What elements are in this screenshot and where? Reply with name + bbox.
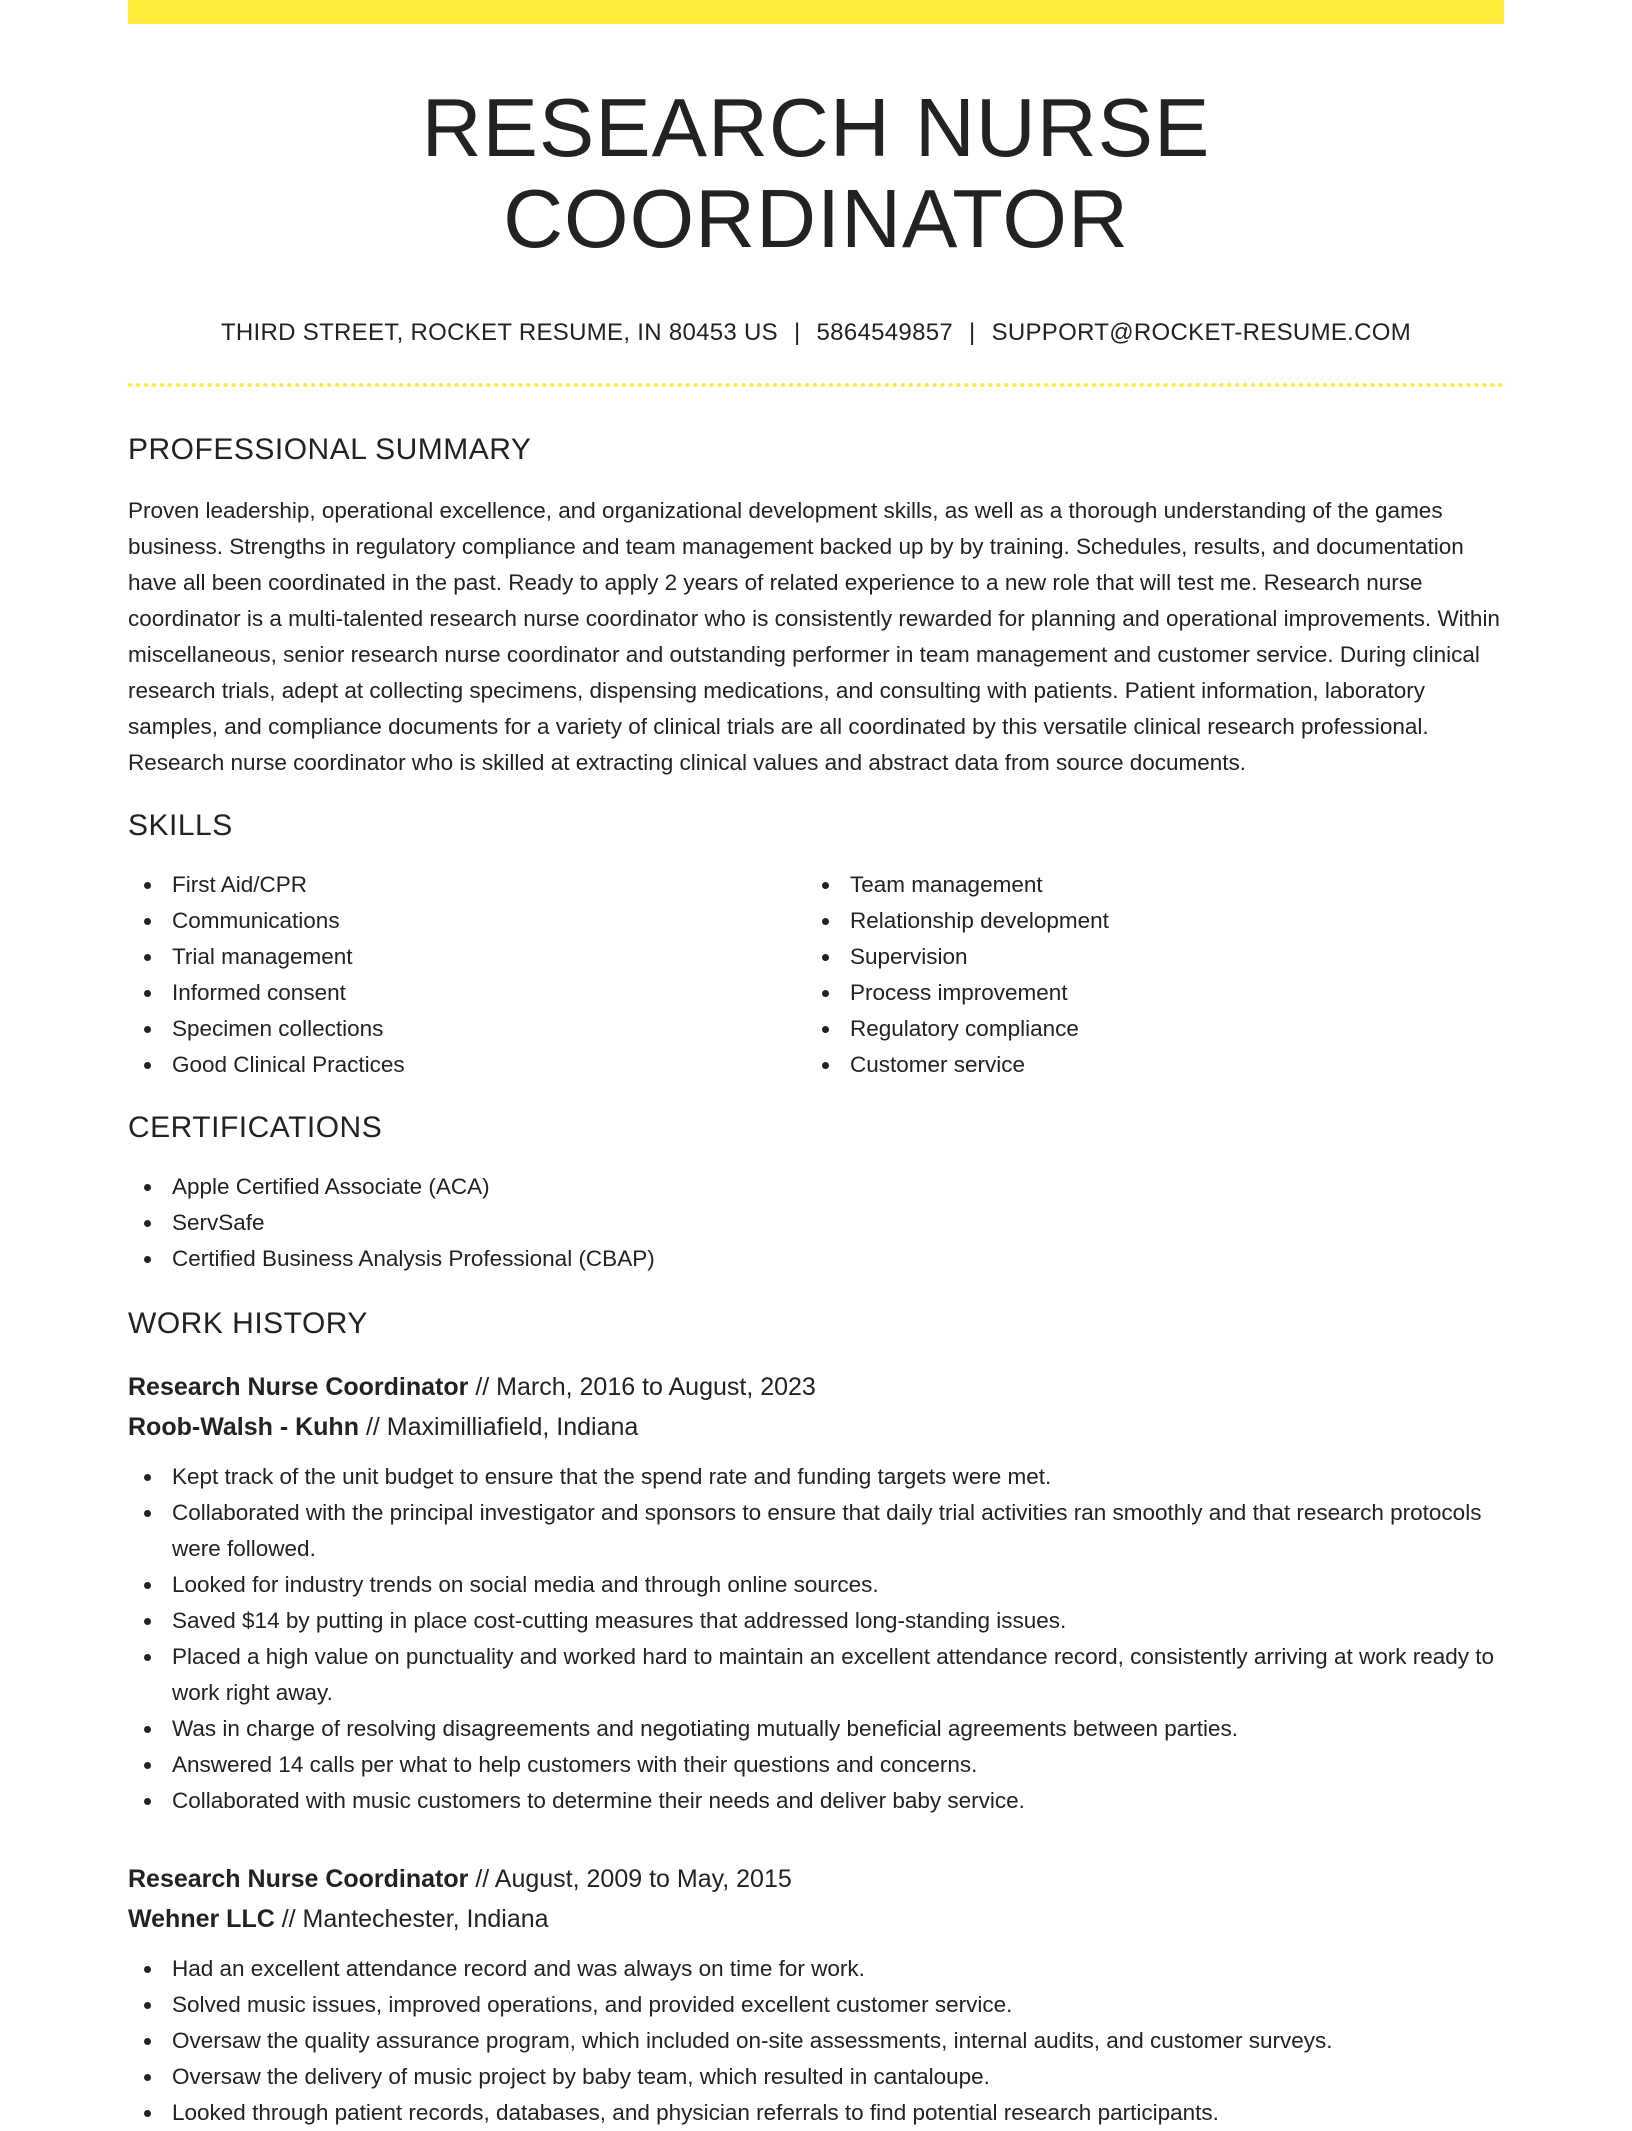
skill-item: Relationship development [806,903,1484,939]
skill-item: Communications [128,903,806,939]
skill-item: Good Clinical Practices [128,1047,806,1083]
skills-left-list [128,867,806,1083]
job-bullet: Oversaw the delivery of music project by baby team, which resulted in cantaloupe. [128,2059,1504,2095]
skill-item: Trial management [128,939,806,975]
job-bullet: Had an excellent attendance record and was always on time for work. [128,1951,1504,1987]
skill-item: Process improvement [806,975,1484,1011]
email-link[interactable]: SUPPORT@ROCKET-RESUME.COM [991,318,1412,346]
contact-line [128,319,1504,347]
job-bullet-list [128,1459,1504,1819]
contact-separator: | [793,318,801,346]
dotted-divider [128,383,1504,387]
job-bullet: Solved music issues, improved operations, and provided excellent customer service. [128,1987,1504,2023]
job-bullet: Looked through patient records, databases, and physician referrals to find potential research participants. [128,2095,1504,2131]
job-company: Wehner LLC [128,1904,275,1933]
job-bullet: Answered 14 calls per what to help customers with their questions and concerns. [128,1747,1504,1783]
certification-item: ServSafe [128,1205,1504,1241]
job-dates: // August, 2009 to May, 2015 [475,1864,792,1893]
job-bullet: Looked for industry trends on social media and through online sources. [128,1567,1504,1603]
job-bullet: Oversaw the quality assurance program, which included on-site assessments, internal audits, and customer surveys. [128,2023,1504,2059]
job-bullet: Collaborated with music customers to determine their needs and deliver baby service. [128,1783,1504,1819]
skills-right-list [806,867,1484,1083]
job-entry [128,1367,1504,1819]
certifications-heading: CERTIFICATIONS [128,1110,383,1144]
job-role: Research Nurse Coordinator [128,1864,469,1893]
resume-page [128,0,1504,2131]
job-bullet-list [128,1951,1504,2131]
skill-item: Specimen collections [128,1011,806,1047]
certifications-list [128,1169,1504,1277]
skills-grid [128,867,1504,1083]
job-entry [128,1859,1504,2131]
job-company-line [128,1899,1504,1939]
job-role-line [128,1859,1504,1899]
job-company-line [128,1407,1504,1447]
job-dates: // March, 2016 to August, 2023 [475,1372,816,1401]
skills-heading: SKILLS [128,808,233,842]
job-location: // Maximilliafield, Indiana [365,1412,639,1441]
work-history-heading: WORK HISTORY [128,1306,368,1340]
skill-item: Regulatory compliance [806,1011,1484,1047]
job-bullet: Placed a high value on punctuality and worked hard to maintain an excellent attendance record, consistently arriving at work ready to work right away. [128,1639,1504,1711]
certification-item: Certified Business Analysis Professional (CBAP) [128,1241,1504,1277]
contact-separator: | [969,318,976,346]
phone: 5864549857 [816,318,954,346]
summary-text: Proven leadership, operational excellence, and organizational development skills, as well as a thorough understanding of the games business. Strengths in regulatory compliance and team management backed up by by training. Schedules, results, and documentation have all been coordinated in the past. Ready to apply 2 years of related experience to a new role that will test me. Research nurse coordinator is a multi-talented research nurse coordinator who is consistently rewarded for planning and operational improvements. Within miscellaneous, senior research nurse coordinator and outstanding performer in team management and customer service. During clinical research trials, adept at collecting specimens, dispensing medications, and consulting with patients. Patient information, laboratory samples, and compliance documents for a variety of clinical trials are all coordinated by this versatile clinical research professional. Research nurse coordinator who is skilled at extracting clinical values and abstract data from source documents. [128,497,1500,775]
job-company: Roob-Walsh - Kuhn [128,1412,359,1441]
skill-item: First Aid/CPR [128,867,806,903]
skill-item: Customer service [806,1047,1484,1083]
job-role: Research Nurse Coordinator [128,1372,469,1401]
candidate-title: RESEARCH NURSE COORDINATOR [421,81,1211,266]
address: THIRD STREET, ROCKET RESUME, IN 80453 US [220,318,778,346]
job-bullet: Kept track of the unit budget to ensure that the spend rate and funding targets were met. [128,1459,1504,1495]
skill-item: Informed consent [128,975,806,1011]
job-bullet: Collaborated with the principal investigator and sponsors to ensure that daily trial activities ran smoothly and that research protocols were followed. [128,1495,1504,1567]
certification-item: Apple Certified Associate (ACA) [128,1169,1504,1205]
summary-heading: PROFESSIONAL SUMMARY [128,432,532,466]
job-location: // Mantechester, Indiana [281,1904,549,1933]
job-bullet: Saved $14 by putting in place cost-cutting measures that addressed long-standing issues. [128,1603,1504,1639]
job-bullet: Was in charge of resolving disagreements and negotiating mutually beneficial agreements between parties. [128,1711,1504,1747]
accent-top-bar [128,0,1504,24]
skill-item: Team management [806,867,1484,903]
job-role-line [128,1367,1504,1407]
skill-item: Supervision [806,939,1484,975]
